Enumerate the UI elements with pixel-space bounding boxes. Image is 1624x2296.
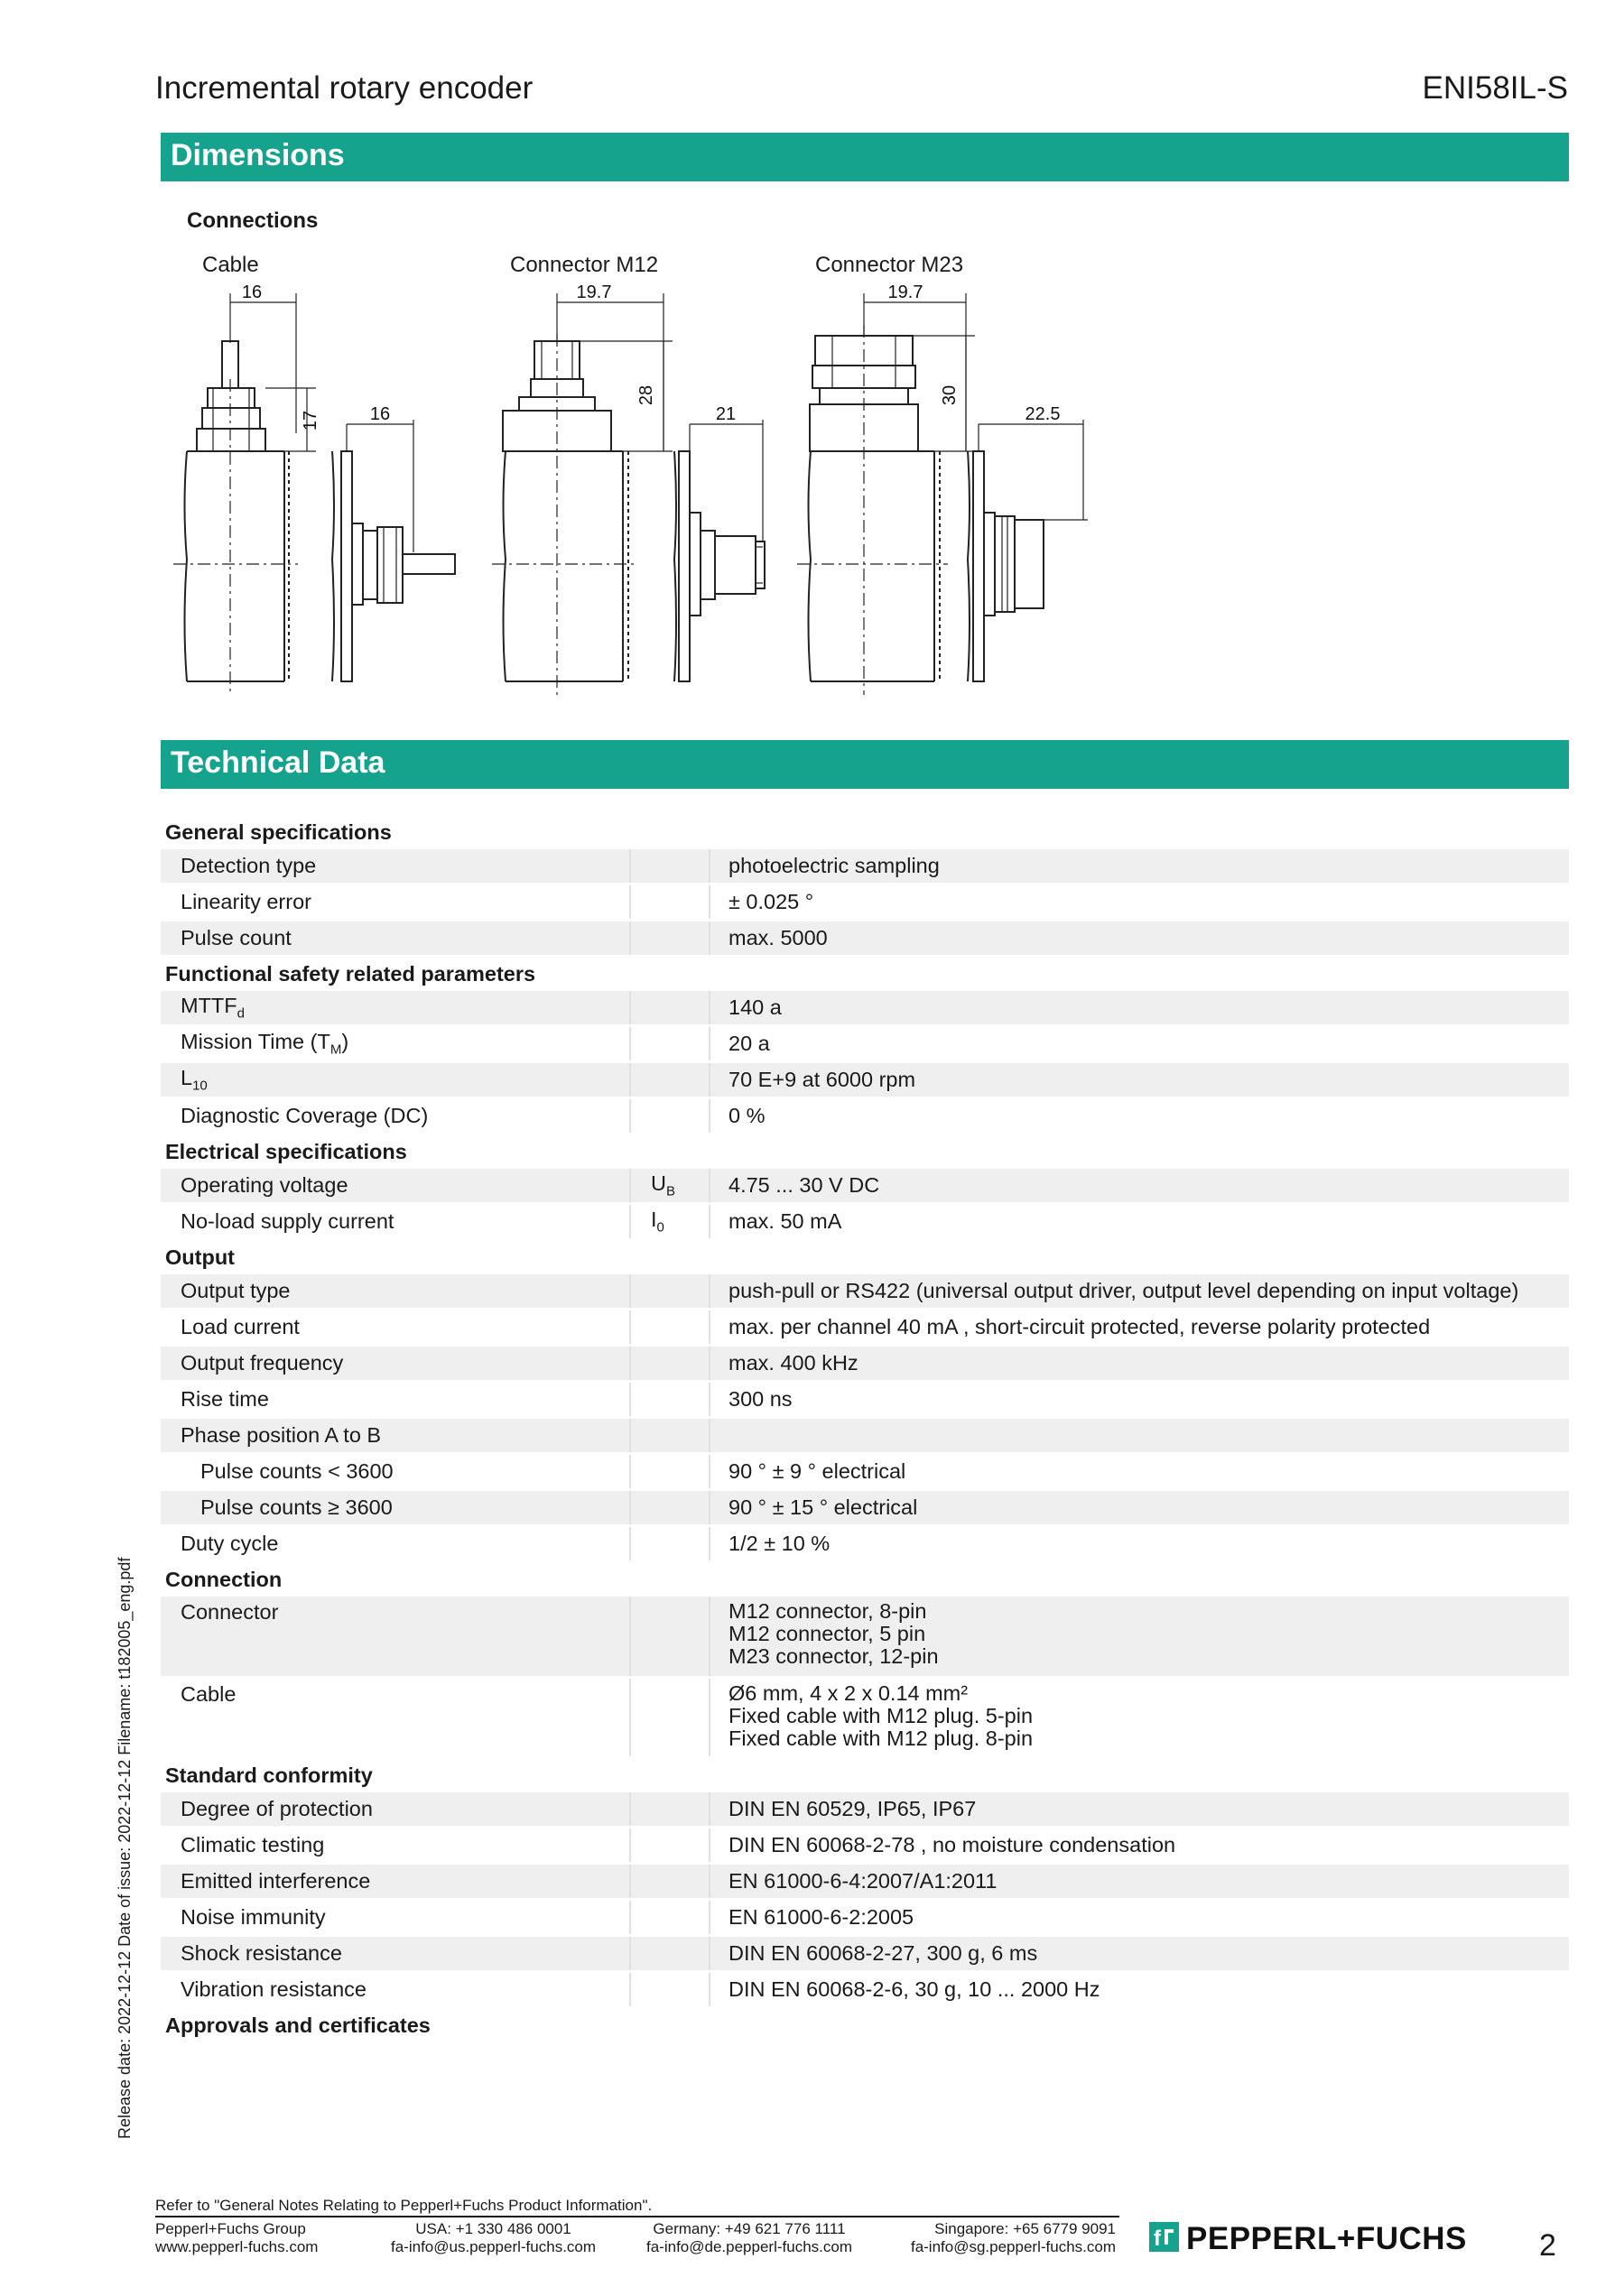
row-value: photoelectric sampling [710,849,1569,884]
contact-singapore-email[interactable]: fa-info@sg.pepperl-fuchs.com [910,2238,1116,2255]
row-value: max. 400 kHz [710,1346,1569,1382]
row-label [161,1026,630,1062]
row-symbol [630,1346,710,1382]
dimension-drawings [0,0,1624,704]
footer-contact-singapore [903,2220,1116,2256]
row-label [161,1899,630,1935]
row-symbol [630,1098,710,1134]
row-label [161,849,630,884]
row-symbol [630,1971,710,2007]
footer-note: Refer to "General Notes Relating to Pepperl+Fuchs Product Information". [155,2197,653,2214]
technical-data-heading: Technical Data [161,740,1569,789]
row-symbol [630,1597,710,1677]
row-label [161,884,630,921]
row-value: max. 5000 [710,921,1569,957]
row-value: 20 a [710,1026,1569,1062]
label-text: Linearity error [181,890,311,913]
section-header [161,1562,1569,1597]
table-row [161,1346,1569,1382]
value-line: M12 connector, 5 pin [728,1622,926,1645]
label-suffix: ) [341,1030,349,1054]
label-text: Detection type [181,854,317,877]
row-value: 90 ° ± 9 ° electrical [710,1454,1569,1490]
row-value: 4.75 ... 30 V DC [710,1169,1569,1204]
row-label [161,1677,630,1757]
cable-dim-height: 17 [301,410,320,431]
value-line: M23 connector, 12-pin [728,1644,939,1668]
label-text: Vibration resistance [181,1977,367,2001]
row-label [161,1971,630,2007]
row-value: EN 61000-6-2:2005 [710,1899,1569,1935]
row-label [161,1169,630,1204]
section-title: Functional safety related parameters [161,957,1569,992]
row-symbol [630,1827,710,1863]
row-symbol [630,1310,710,1346]
row-label [161,1062,630,1098]
company-logo-icon [1149,2222,1179,2252]
row-value: max. 50 mA [710,1204,1569,1240]
connections-subheading: Connections [187,208,319,233]
technical-data-table [161,816,1569,2042]
section-title: General specifications [161,816,1569,849]
value-line: Fixed cable with M12 plug. 8-pin [728,1726,1034,1750]
row-value [710,1418,1569,1454]
table-row [161,1827,1569,1863]
label-text: Phase position A to B [181,1423,382,1447]
label-text: Output frequency [181,1351,344,1375]
m12-drawing [492,293,765,695]
row-symbol [630,1382,710,1418]
table-row [161,1935,1569,1971]
row-label [161,1454,630,1490]
row-label [161,1346,630,1382]
row-label [161,1597,630,1677]
section-header [161,816,1569,849]
table-row [161,1454,1569,1490]
symbol-text: I [651,1208,657,1232]
cable-variant-label: Cable [202,253,259,277]
label-text: Shock resistance [181,1940,342,1965]
symbol-subscript: 0 [656,1219,664,1236]
table-row [161,1418,1569,1454]
cable-drawing [173,293,455,695]
row-label [161,1827,630,1863]
table-row [161,1310,1569,1346]
row-symbol [630,1792,710,1828]
row-value: DIN EN 60068-2-6, 30 g, 10 ... 2000 Hz [710,1971,1569,2007]
row-value: 140 a [710,991,1569,1026]
row-symbol [630,1526,710,1562]
table-row [161,1204,1569,1240]
row-symbol [630,1490,710,1526]
table-row [161,1677,1569,1757]
company-logo-text: PEPPERL+FUCHS [1186,2221,1467,2256]
m23-drawing [797,293,1088,695]
m12-dim-width: 19.7 [576,282,612,302]
row-label [161,1526,630,1562]
label-subscript: M [329,1042,342,1058]
table-row [161,1597,1569,1677]
table-row [161,921,1569,957]
row-symbol [630,849,710,884]
row-value [710,1677,1569,1757]
section-header [161,1134,1569,1170]
label-text: Output type [181,1279,291,1302]
contact-germany-email[interactable]: fa-info@de.pepperl-fuchs.com [646,2238,852,2255]
label-subscript: d [237,1005,245,1022]
row-symbol [630,1274,710,1310]
footer-divider [155,2216,1119,2217]
row-value: 90 ° ± 15 ° electrical [710,1490,1569,1526]
row-symbol [630,1935,710,1971]
label-text: Pulse counts ≥ 3600 [200,1495,393,1519]
label-text: Load current [181,1315,300,1338]
row-symbol [630,1863,710,1899]
label-text: Operating voltage [181,1173,348,1197]
m23-dim-height: 30 [940,384,960,406]
label-text: Noise immunity [181,1904,326,1929]
section-title: Electrical specifications [161,1134,1569,1170]
label-subscript: 10 [192,1078,208,1094]
section-title: Output [161,1240,1569,1275]
footer-contact-group [155,2220,318,2256]
row-symbol [630,1204,710,1240]
label-text: L [181,1066,193,1090]
row-label [161,1935,630,1971]
contact-germany-phone: Germany: +49 621 776 1111 [653,2220,846,2237]
label-text: Duty cycle [181,1532,279,1555]
label-text: Climatic testing [181,1832,325,1856]
label-text: Degree of protection [181,1796,373,1820]
value-line: M12 connector, 8-pin [728,1599,927,1623]
label-text: Mission Time (T [181,1030,330,1054]
section-header [161,957,1569,992]
row-label [161,1310,630,1346]
table-row [161,1098,1569,1134]
m12-dim-side: 21 [715,404,737,424]
row-label [161,1098,630,1134]
section-header [161,1240,1569,1275]
row-symbol [630,1454,710,1490]
label-text: MTTF [181,994,237,1018]
row-value: DIN EN 60068-2-27, 300 g, 6 ms [710,1935,1569,1971]
row-label [161,991,630,1026]
row-symbol [630,1062,710,1098]
table-row [161,1899,1569,1935]
label-text: Emitted interference [181,1868,371,1893]
table-row [161,1792,1569,1828]
row-value [710,1597,1569,1677]
table-row [161,1274,1569,1310]
row-label [161,1274,630,1310]
document-title: Incremental rotary encoder [155,70,534,106]
table-row [161,1863,1569,1899]
table-row [161,991,1569,1026]
row-label [161,1382,630,1418]
row-label [161,1792,630,1828]
dimensions-heading: Dimensions [161,133,1569,181]
value-line: Ø6 mm, 4 x 2 x 0.14 mm² [728,1680,969,1705]
row-label [161,1204,630,1240]
row-value: DIN EN 60529, IP65, IP67 [710,1792,1569,1828]
footer-contact-usa [391,2220,596,2256]
table-row [161,1026,1569,1062]
row-value: EN 61000-6-4:2007/A1:2011 [710,1863,1569,1899]
cable-dim-side: 16 [369,404,391,424]
contact-group-name: Pepperl+Fuchs Group [155,2220,306,2237]
contact-group-web[interactable]: www.pepperl-fuchs.com [155,2238,319,2255]
m23-variant-label: Connector M23 [815,253,964,277]
m12-dim-height: 28 [636,384,656,406]
label-text: Connector [181,1600,279,1624]
section-title: Standard conformity [161,1757,1569,1792]
row-symbol [630,884,710,921]
contact-usa-email[interactable]: fa-info@us.pepperl-fuchs.com [391,2238,597,2255]
label-text: Cable [181,1681,237,1706]
table-row [161,1526,1569,1562]
table-row [161,1169,1569,1204]
row-value: max. per channel 40 mA , short-circuit protected, reverse polarity protected [710,1310,1569,1346]
cable-dim-width: 16 [241,282,263,302]
table-row [161,849,1569,884]
table-row [161,1490,1569,1526]
m23-dim-side: 22.5 [1025,404,1061,424]
table-row [161,1382,1569,1418]
row-symbol [630,1418,710,1454]
release-info: Release date: 2022-12-12 Date of issue: 2022-12-12 Filename: t182005_eng.pdf [116,1557,134,2139]
row-symbol [630,1026,710,1062]
contact-usa-phone: USA: +1 330 486 0001 [415,2220,571,2237]
section-title: Approvals and certificates [161,2007,1569,2042]
section-header [161,1757,1569,1792]
row-value: DIN EN 60068-2-78 , no moisture condensation [710,1827,1569,1863]
row-value: 300 ns [710,1382,1569,1418]
label-text: Pulse count [181,926,292,949]
svg-text:f: f [1154,2227,1161,2251]
label-text: Pulse counts < 3600 [200,1459,394,1483]
row-value: 1/2 ± 10 % [710,1526,1569,1562]
table-row [161,884,1569,921]
row-value: 70 E+9 at 6000 rpm [710,1062,1569,1098]
row-symbol [630,991,710,1026]
row-label [161,1490,630,1526]
contact-singapore-phone: Singapore: +65 6779 9091 [934,2220,1116,2237]
label-text: No-load supply current [181,1209,394,1233]
row-value: 0 % [710,1098,1569,1134]
m23-dim-width: 19.7 [887,282,923,302]
symbol-subscript: B [665,1183,675,1199]
value-line: Fixed cable with M12 plug. 5-pin [728,1703,1034,1727]
row-symbol [630,1169,710,1204]
label-text: Rise time [181,1387,269,1411]
footer-contact-germany [646,2220,852,2256]
page-number: 2 [1539,2228,1556,2263]
row-value: ± 0.025 ° [710,884,1569,921]
row-symbol [630,1899,710,1935]
row-symbol [630,1677,710,1757]
row-label [161,921,630,957]
table-row [161,1062,1569,1098]
section-header [161,2007,1569,2042]
row-label [161,1418,630,1454]
row-symbol [630,921,710,957]
row-label [161,1863,630,1899]
section-title: Connection [161,1562,1569,1597]
symbol-text: U [651,1171,666,1196]
row-value: push-pull or RS422 (universal output driver, output level depending on input voltage) [710,1274,1569,1310]
label-text: Diagnostic Coverage (DC) [181,1104,429,1127]
product-model: ENI58IL-S [1422,70,1568,106]
table-row [161,1971,1569,2007]
m12-variant-label: Connector M12 [510,253,659,277]
